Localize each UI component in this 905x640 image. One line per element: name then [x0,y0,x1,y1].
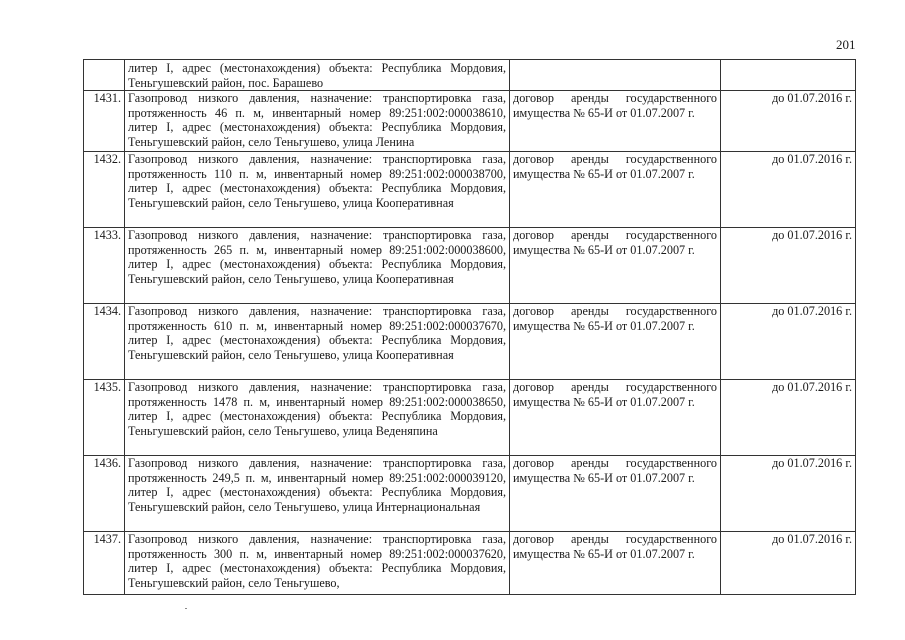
object-description: Газопровод низкого давления, назначение: транспортировка газа, протяженность 300 п. м, инвентарный номер 89:251:002:000037620, литер I, адрес (местонахождения) объекта: Республика Мордовия, Теньгушевский район, село Теньгушево, [125,532,510,595]
object-description: Газопровод низкого давления, назначение: транспортировка газа, протяженность 110 п. м, инвентарный номер 89:251:002:000038700, литер I, адрес (местонахождения) объекта: Республика Мордовия, Теньгушевский район, село Теньгушево, улица Кооперативная [125,152,510,228]
table-row [84,380,856,456]
legal-basis: договор аренды государственного имущества № 65-И от 01.07.2007 г. [510,152,721,228]
table-row [84,228,856,304]
lease-term: до 01.07.2016 г. [721,228,856,304]
table-row [84,304,856,380]
scan-speck [185,608,187,609]
table-row [84,456,856,532]
lease-term: до 01.07.2016 г. [721,456,856,532]
lease-term: до 01.07.2016 г. [721,152,856,228]
legal-basis: договор аренды государственного имущества № 65-И от 01.07.2007 г. [510,228,721,304]
legal-basis: договор аренды государственного имущества № 65-И от 01.07.2007 г. [510,532,721,595]
lease-term: до 01.07.2016 г. [721,304,856,380]
row-number: 1434. [84,304,125,380]
lease-term: до 01.07.2016 г. [721,380,856,456]
object-description: Газопровод низкого давления, назначение: транспортировка газа, протяженность 249,5 п. м, инвентарный номер 89:251:002:000039120, литер I, адрес (местонахождения) объекта: Республика Мордовия, Теньгушевский район, село Теньгушево, улица Интернациональная [125,456,510,532]
row-number: 1432. [84,152,125,228]
legal-basis [510,60,721,91]
row-number: 1437. [84,532,125,595]
object-description: Газопровод низкого давления, назначение: транспортировка газа, протяженность 1478 п. м, инвентарный номер 89:251:002:000038650, литер I, адрес (местонахождения) объекта: Республика Мордовия, Теньгушевский район, село Теньгушево, улица Веденяпина [125,380,510,456]
row-number [84,60,125,91]
legal-basis: договор аренды государственного имущества № 65-И от 01.07.2007 г. [510,380,721,456]
lease-term [721,60,856,91]
legal-basis: договор аренды государственного имущества № 65-И от 01.07.2007 г. [510,304,721,380]
table-row [84,152,856,228]
object-description: Газопровод низкого давления, назначение: транспортировка газа, протяженность 46 п. м, инвентарный номер 89:251:002:000038610, литер I, адрес (местонахождения) объекта: Республика Мордовия, Теньгушевский район, село Теньгушево, улица Ленина [125,91,510,152]
row-number: 1435. [84,380,125,456]
table-row [84,532,856,595]
legal-basis: договор аренды государственного имущества № 65-И от 01.07.2007 г. [510,91,721,152]
row-number: 1433. [84,228,125,304]
object-description: Газопровод низкого давления, назначение: транспортировка газа, протяженность 265 п. м, инвентарный номер 89:251:002:000038600, литер I, адрес (местонахождения) объекта: Республика Мордовия, Теньгушевский район, село Теньгушево, улица Кооперативная [125,228,510,304]
property-register-table [83,59,856,595]
table-row [84,60,856,91]
lease-term: до 01.07.2016 г. [721,532,856,595]
row-number: 1436. [84,456,125,532]
row-number: 1431. [84,91,125,152]
object-description: литер I, адрес (местонахождения) объекта: Республика Мордовия, Теньгушевский район, пос. Барашево [125,60,510,91]
legal-basis: договор аренды государственного имущества № 65-И от 01.07.2007 г. [510,456,721,532]
page-number: 201 [836,37,856,52]
table-row [84,91,856,152]
object-description: Газопровод низкого давления, назначение: транспортировка газа, протяженность 610 п. м, инвентарный номер 89:251:002:000037670, литер I, адрес (местонахождения) объекта: Республика Мордовия, Теньгушевский район, село Теньгушево, улица Кооперативная [125,304,510,380]
lease-term: до 01.07.2016 г. [721,91,856,152]
